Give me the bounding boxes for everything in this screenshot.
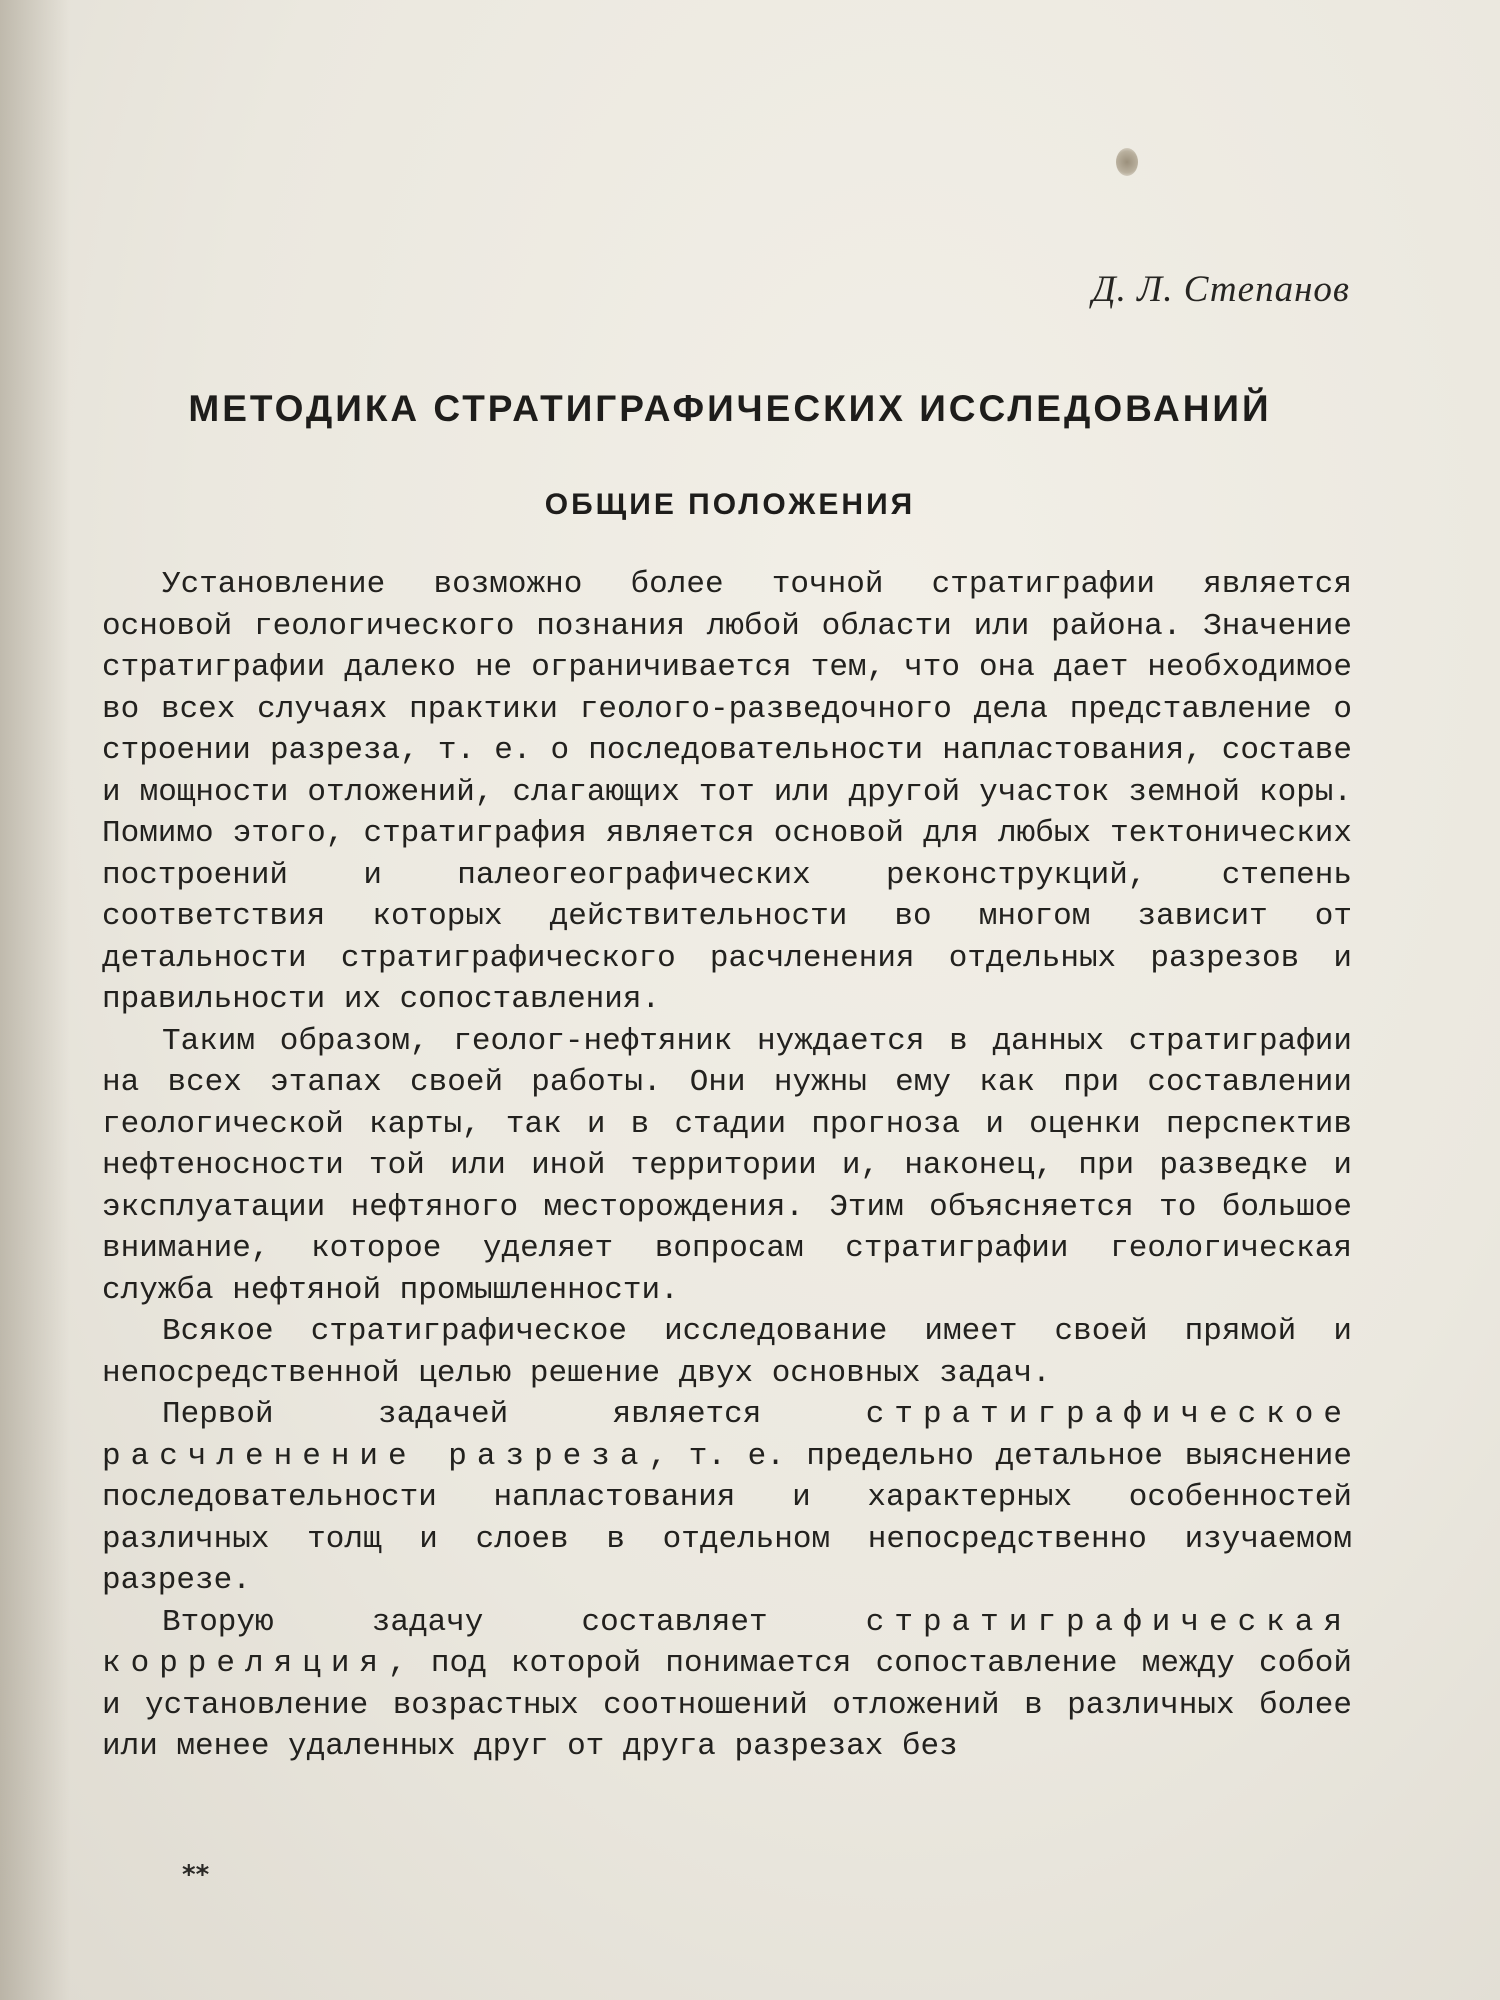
- paragraph-4: [102, 1394, 1352, 1602]
- paragraph-5: [102, 1602, 1352, 1768]
- section-heading: ОБЩИЕ ПОЛОЖЕНИЯ: [544, 488, 916, 521]
- paragraph-5-emphasis: стратиграфическая корреляция: [102, 1604, 1352, 1681]
- paragraph-4-emphasis: стратиграфическое расчленение разреза: [102, 1397, 1352, 1474]
- paragraph-3: Всякое стратиграфическое исследование имеет своей прямой и непосредственной целью решение двух основных задач.: [102, 1314, 1352, 1391]
- body-text: [102, 564, 1352, 1768]
- signature-mark: **: [182, 1860, 210, 1890]
- spine-shadow: [0, 0, 70, 2000]
- paragraph-1: Установление возможно более точной стратиграфии является основой геологического познания любой области или района. Значение стратиграфии далеко не ограничивается тем, что она дает необходимое во всех случаях практики геолого-разведочного дела представление о строении разреза, т. е. о последовательности напластования, составе и мощности отложений, слагающих тот или другой участок земной коры. Помимо этого, стратиграфия является основой для любых тектонических построений и палеогеографических реконструкций, степень соответствия которых действительности во многом зависит от детальности стратиграфического расчленения отдельных разрезов и правильности их сопоставления.: [102, 567, 1352, 1017]
- paragraph-2: Таким образом, геолог-нефтяник нуждается в данных стратиграфии на всех этапах своей работы. Они нужны ему как при составлении геологической карты, так и в стадии прогноза и оценки перспектив нефтеносности той или иной территории и, наконец, при разведке и эксплуатации нефтяного месторождения. Этим объясняется то большое внимание, которое уделяет вопросам стратиграфии геологическая служба нефтяной промышленности.: [102, 1023, 1352, 1308]
- paper-speck: [1116, 148, 1138, 176]
- paragraph-5-lead: Вторую задачу составляет: [162, 1604, 866, 1640]
- paragraph-4-lead: Первой задачей является: [162, 1397, 866, 1432]
- paragraph-4-rest: , т. е. предельно детальное выяснение последовательности напластования и характерных особенностей различных толщ и слоев в отдельном непосредственно изучаемом разрезе.: [102, 1438, 1352, 1598]
- page-title: МЕТОДИКА СТРАТИГРАФИЧЕСКИХ ИССЛЕДОВАНИЙ: [188, 388, 1272, 429]
- paragraph-5-rest: , под которой понимается сопоставление между собой и установление возрастных соотношений отложений в различных более или менее удаленных друг от друга разрезах без: [102, 1646, 1352, 1764]
- author-name: Д. Л. Степанов: [1092, 269, 1350, 310]
